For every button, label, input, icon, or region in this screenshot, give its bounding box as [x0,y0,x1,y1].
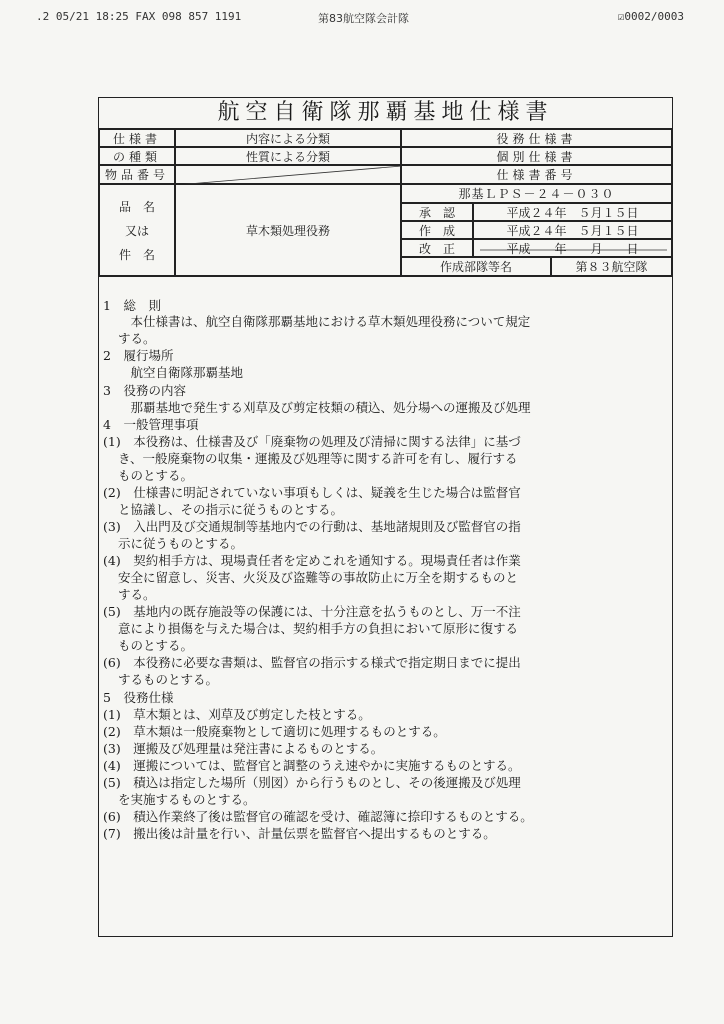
strike-line-mark [474,240,673,258]
body-line: 5 役務仕様 [103,690,174,705]
create-label: 作 成 [401,221,473,239]
fax-header-page: ☑0002/0003 [617,10,684,23]
name-value: 草木類処理役務 [175,184,401,276]
body-line: (5) 基地内の既存施設等の保護には、十分注意を払うものとし、万一不注 [103,604,521,619]
spec-number-label: 仕様書番号 [401,165,672,184]
content-classification-label: 内容による分類 [175,129,401,147]
name-label-cell [99,184,175,276]
create-date: 平成２４年 ５月１５日 [473,221,672,239]
header-table [99,129,672,277]
body-line: (7) 搬出後は計量を行い、計量伝票を監督官へ提出するものとする。 [103,826,496,841]
fax-header-office: 第83航空隊会計隊 [318,12,409,25]
body-line: を実施するものとする。 [118,792,256,807]
nature-classification-value: 個別仕様書 [401,147,672,165]
spec-type-label-2: の種類 [99,147,175,165]
nature-classification-label: 性質による分類 [175,147,401,165]
body-line: 航空自衛隊那覇基地 [118,365,244,380]
body-line: 2 履行場所 [103,348,174,363]
body-line: (1) 草木類とは、刈草及び剪定した枝とする。 [103,707,371,722]
body-line: き、一般廃棄物の収集・運搬及び処理等に関する許可を有し、履行する [118,451,518,466]
body-line: (2) 草木類は一般廃棄物として適切に処理するものとする。 [103,724,446,739]
body-line: (4) 契約相手方は、現場責任者を定めこれを通知する。現場責任者は作業 [103,553,521,568]
body-line: (3) 運搬及び処理量は発注書によるものとする。 [103,741,384,756]
name-label-1: 品 名 [118,199,155,214]
item-number-value [175,165,401,184]
body-line: する。 [118,587,156,602]
body-line: と協議し、その指示に従うものとする。 [118,502,344,517]
unit-label: 作成部隊等名 [401,257,551,276]
body-line: 1 総 則 [103,298,161,313]
body-line: (4) 運搬については、監督官と調整のうえ速やかに実施するものとする。 [103,758,521,773]
name-label-3: 件 名 [118,247,155,262]
body-line: (5) 積込は指定した場所（別図）から行うものとし、その後運搬及び処理 [103,775,521,790]
spec-type-label-1: 仕様書 [99,129,175,147]
body-line: (3) 入出門及び交通規制等基地内での行動は、基地諸規則及び監督官の指 [103,519,521,534]
body-line: するものとする。 [118,672,219,687]
body-line: (6) 積込作業終了後は監督官の確認を受け、確認簿に捺印するものとする。 [103,809,533,824]
body-line: 意により損傷を与えた場合は、契約相手方の負担において原形に復する [118,621,519,636]
name-label-2: 又は [124,223,149,238]
specification-document [98,97,673,937]
revise-label: 改 正 [401,239,473,257]
body-line: (6) 本役務に必要な書類は、監督官の指示する様式で指定期日までに提出 [103,655,521,670]
body-line: 安全に留意し、災害、火災及び盗難等の事故防止に万全を期するものと [118,570,519,585]
document-title: 航空自衛隊那覇基地仕様書 [99,98,672,129]
approve-label: 承 認 [401,203,473,221]
body-line: する。 [118,331,156,346]
body-line: (2) 仕様書に明記されていない事項もしくは、疑義を生じた場合は監督官 [103,485,521,500]
revise-date [473,239,672,257]
body-line: 本仕様書は、航空自衛隊那覇基地における草木類処理役務について規定 [118,314,531,329]
body-line: 那覇基地で発生する刈草及び剪定枝類の積込、処分場への運搬及び処理 [118,400,531,415]
body-line: 4 一般管理事項 [103,417,199,432]
revise-date-text: 平成 年 月 日 [506,241,639,256]
item-number-label: 物品番号 [99,165,175,184]
content-classification-value: 役務仕様書 [401,129,672,147]
body-line: ものとする。 [118,638,194,653]
body-line: (1) 本役務は、仕様書及び「廃棄物の処理及び清掃に関する法律」に基づ [103,434,521,449]
body-line: 示に従うものとする。 [118,536,244,551]
body-line: 3 役務の内容 [103,383,186,398]
body-line: ものとする。 [118,468,194,483]
blank-slash-mark [176,166,402,185]
unit-value: 第８３航空隊 [551,257,672,276]
fax-header-sender: .2 05/21 18:25 FAX 098 857 1191 [36,10,242,23]
spec-number-value: 那基ＬＰＳ－２４－０３０ [401,184,672,203]
approve-date: 平成２４年 ５月１５日 [473,203,672,221]
